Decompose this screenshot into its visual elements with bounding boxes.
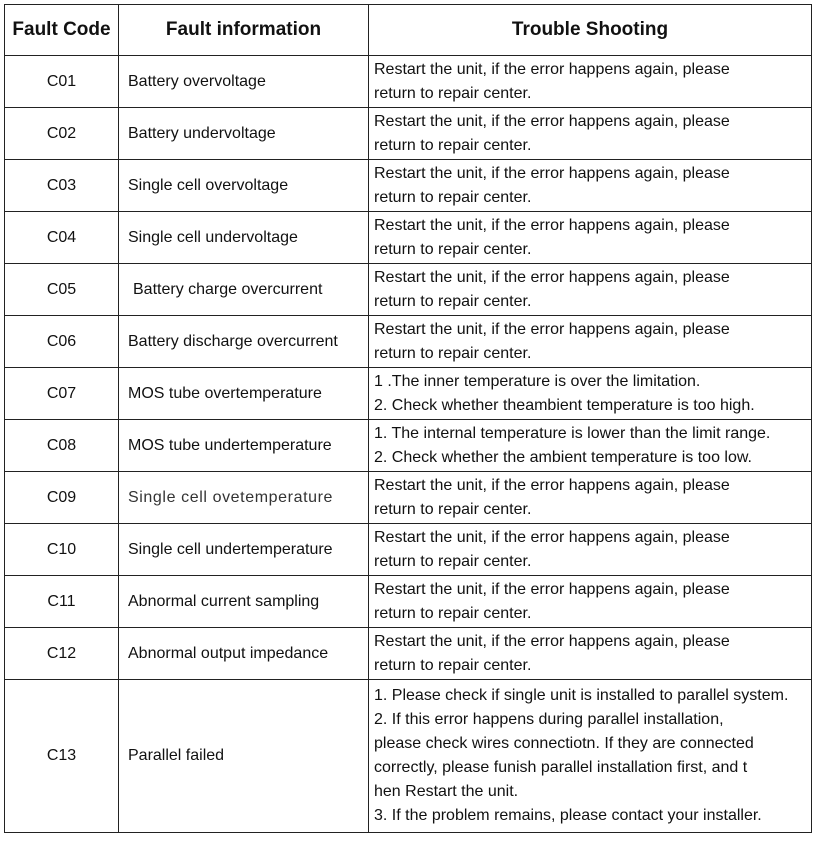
trouble-line: 1 .The inner temperature is over the limitation. <box>374 372 701 390</box>
fault-info-cell: Abnormal current sampling <box>119 576 369 628</box>
table-header-row <box>5 5 812 56</box>
trouble-line: Restart the unit, if the error happens again, please <box>374 632 730 650</box>
fault-info-cell: Battery charge overcurrent <box>119 264 369 316</box>
fault-info-cell: Single cell ovetemperature <box>119 472 369 524</box>
trouble-line: return to repair center. <box>374 188 532 206</box>
fault-info-cell: Parallel failed <box>119 680 369 833</box>
table-row <box>5 368 812 420</box>
trouble-line: Restart the unit, if the error happens again, please <box>374 164 730 182</box>
trouble-line: correctly, please funish parallel installation first, and t <box>374 759 748 776</box>
trouble-shooting-cell <box>369 368 812 420</box>
trouble-line: Restart the unit, if the error happens again, please <box>374 268 730 286</box>
fault-info-cell: Single cell undertemperature <box>119 524 369 576</box>
fault-info-cell: Battery undervoltage <box>119 108 369 160</box>
table-row <box>5 420 812 472</box>
trouble-shooting-cell <box>369 680 812 833</box>
fault-code-cell: C03 <box>5 160 119 212</box>
trouble-line: hen Restart the unit. <box>374 783 519 800</box>
trouble-line: 2. Check whether theambient temperature is too high. <box>374 396 755 414</box>
trouble-line: return to repair center. <box>374 604 532 622</box>
fault-code-cell: C09 <box>5 472 119 524</box>
fault-code-cell: C02 <box>5 108 119 160</box>
fault-info-cell: MOS tube undertemperature <box>119 420 369 472</box>
fault-code-cell: C08 <box>5 420 119 472</box>
fault-code-cell: C12 <box>5 628 119 680</box>
fault-code-cell: C11 <box>5 576 119 628</box>
trouble-line: return to repair center. <box>374 136 532 154</box>
fault-code-cell: C13 <box>5 680 119 833</box>
fault-code-cell: C05 <box>5 264 119 316</box>
fault-info-cell: Abnormal output impedance <box>119 628 369 680</box>
trouble-line: Restart the unit, if the error happens again, please <box>374 216 730 234</box>
trouble-line: 1. The internal temperature is lower than the limit range. <box>374 424 771 442</box>
trouble-shooting-cell <box>369 264 812 316</box>
fault-info-cell: Single cell undervoltage <box>119 212 369 264</box>
table-row <box>5 472 812 524</box>
trouble-line: Restart the unit, if the error happens again, please <box>374 60 730 78</box>
trouble-shooting-cell <box>369 628 812 680</box>
trouble-line: 2. Check whether the ambient temperature is too low. <box>374 448 752 466</box>
trouble-line: return to repair center. <box>374 84 532 102</box>
trouble-line: return to repair center. <box>374 656 532 674</box>
table-row <box>5 628 812 680</box>
fault-info-cell: MOS tube overtemperature <box>119 368 369 420</box>
fault-code-cell: C04 <box>5 212 119 264</box>
trouble-shooting-cell <box>369 56 812 108</box>
trouble-line: return to repair center. <box>374 292 532 310</box>
table-row <box>5 316 812 368</box>
trouble-line: return to repair center. <box>374 344 532 362</box>
trouble-shooting-cell <box>369 524 812 576</box>
fault-code-cell: C01 <box>5 56 119 108</box>
table-row <box>5 212 812 264</box>
fault-info-cell: Single cell overvoltage <box>119 160 369 212</box>
fault-code-cell: C10 <box>5 524 119 576</box>
trouble-shooting-cell <box>369 420 812 472</box>
trouble-shooting-cell <box>369 316 812 368</box>
trouble-line: Restart the unit, if the error happens again, please <box>374 580 730 598</box>
table-row <box>5 680 812 833</box>
table-row <box>5 524 812 576</box>
trouble-line: please check wires connectiotn. If they are connected <box>374 735 754 752</box>
trouble-shooting-cell <box>369 160 812 212</box>
trouble-line: 3. If the problem remains, please contact your installer. <box>374 807 762 824</box>
trouble-shooting-cell <box>369 472 812 524</box>
table-row <box>5 160 812 212</box>
trouble-shooting-cell <box>369 576 812 628</box>
table-row <box>5 108 812 160</box>
table-row <box>5 264 812 316</box>
trouble-line: return to repair center. <box>374 240 532 258</box>
header-trouble-shooting: Trouble Shooting <box>369 5 812 56</box>
trouble-line: 1. Please check if single unit is installed to parallel system. <box>374 687 789 704</box>
fault-code-cell: C06 <box>5 316 119 368</box>
trouble-line: return to repair center. <box>374 552 532 570</box>
trouble-line: Restart the unit, if the error happens again, please <box>374 320 730 338</box>
fault-info-cell: Battery overvoltage <box>119 56 369 108</box>
table-row <box>5 56 812 108</box>
table-row <box>5 576 812 628</box>
fault-code-cell: C07 <box>5 368 119 420</box>
trouble-line: 2. If this error happens during parallel installation, <box>374 711 724 728</box>
header-fault-information: Fault information <box>119 5 369 56</box>
trouble-line: Restart the unit, if the error happens again, please <box>374 112 730 130</box>
trouble-shooting-cell <box>369 108 812 160</box>
header-fault-code: Fault Code <box>5 5 119 56</box>
trouble-line: Restart the unit, if the error happens again, please <box>374 476 730 494</box>
trouble-line: return to repair center. <box>374 500 532 518</box>
trouble-line: Restart the unit, if the error happens again, please <box>374 528 730 546</box>
trouble-shooting-cell <box>369 212 812 264</box>
fault-info-cell: Battery discharge overcurrent <box>119 316 369 368</box>
fault-code-table <box>4 4 812 833</box>
